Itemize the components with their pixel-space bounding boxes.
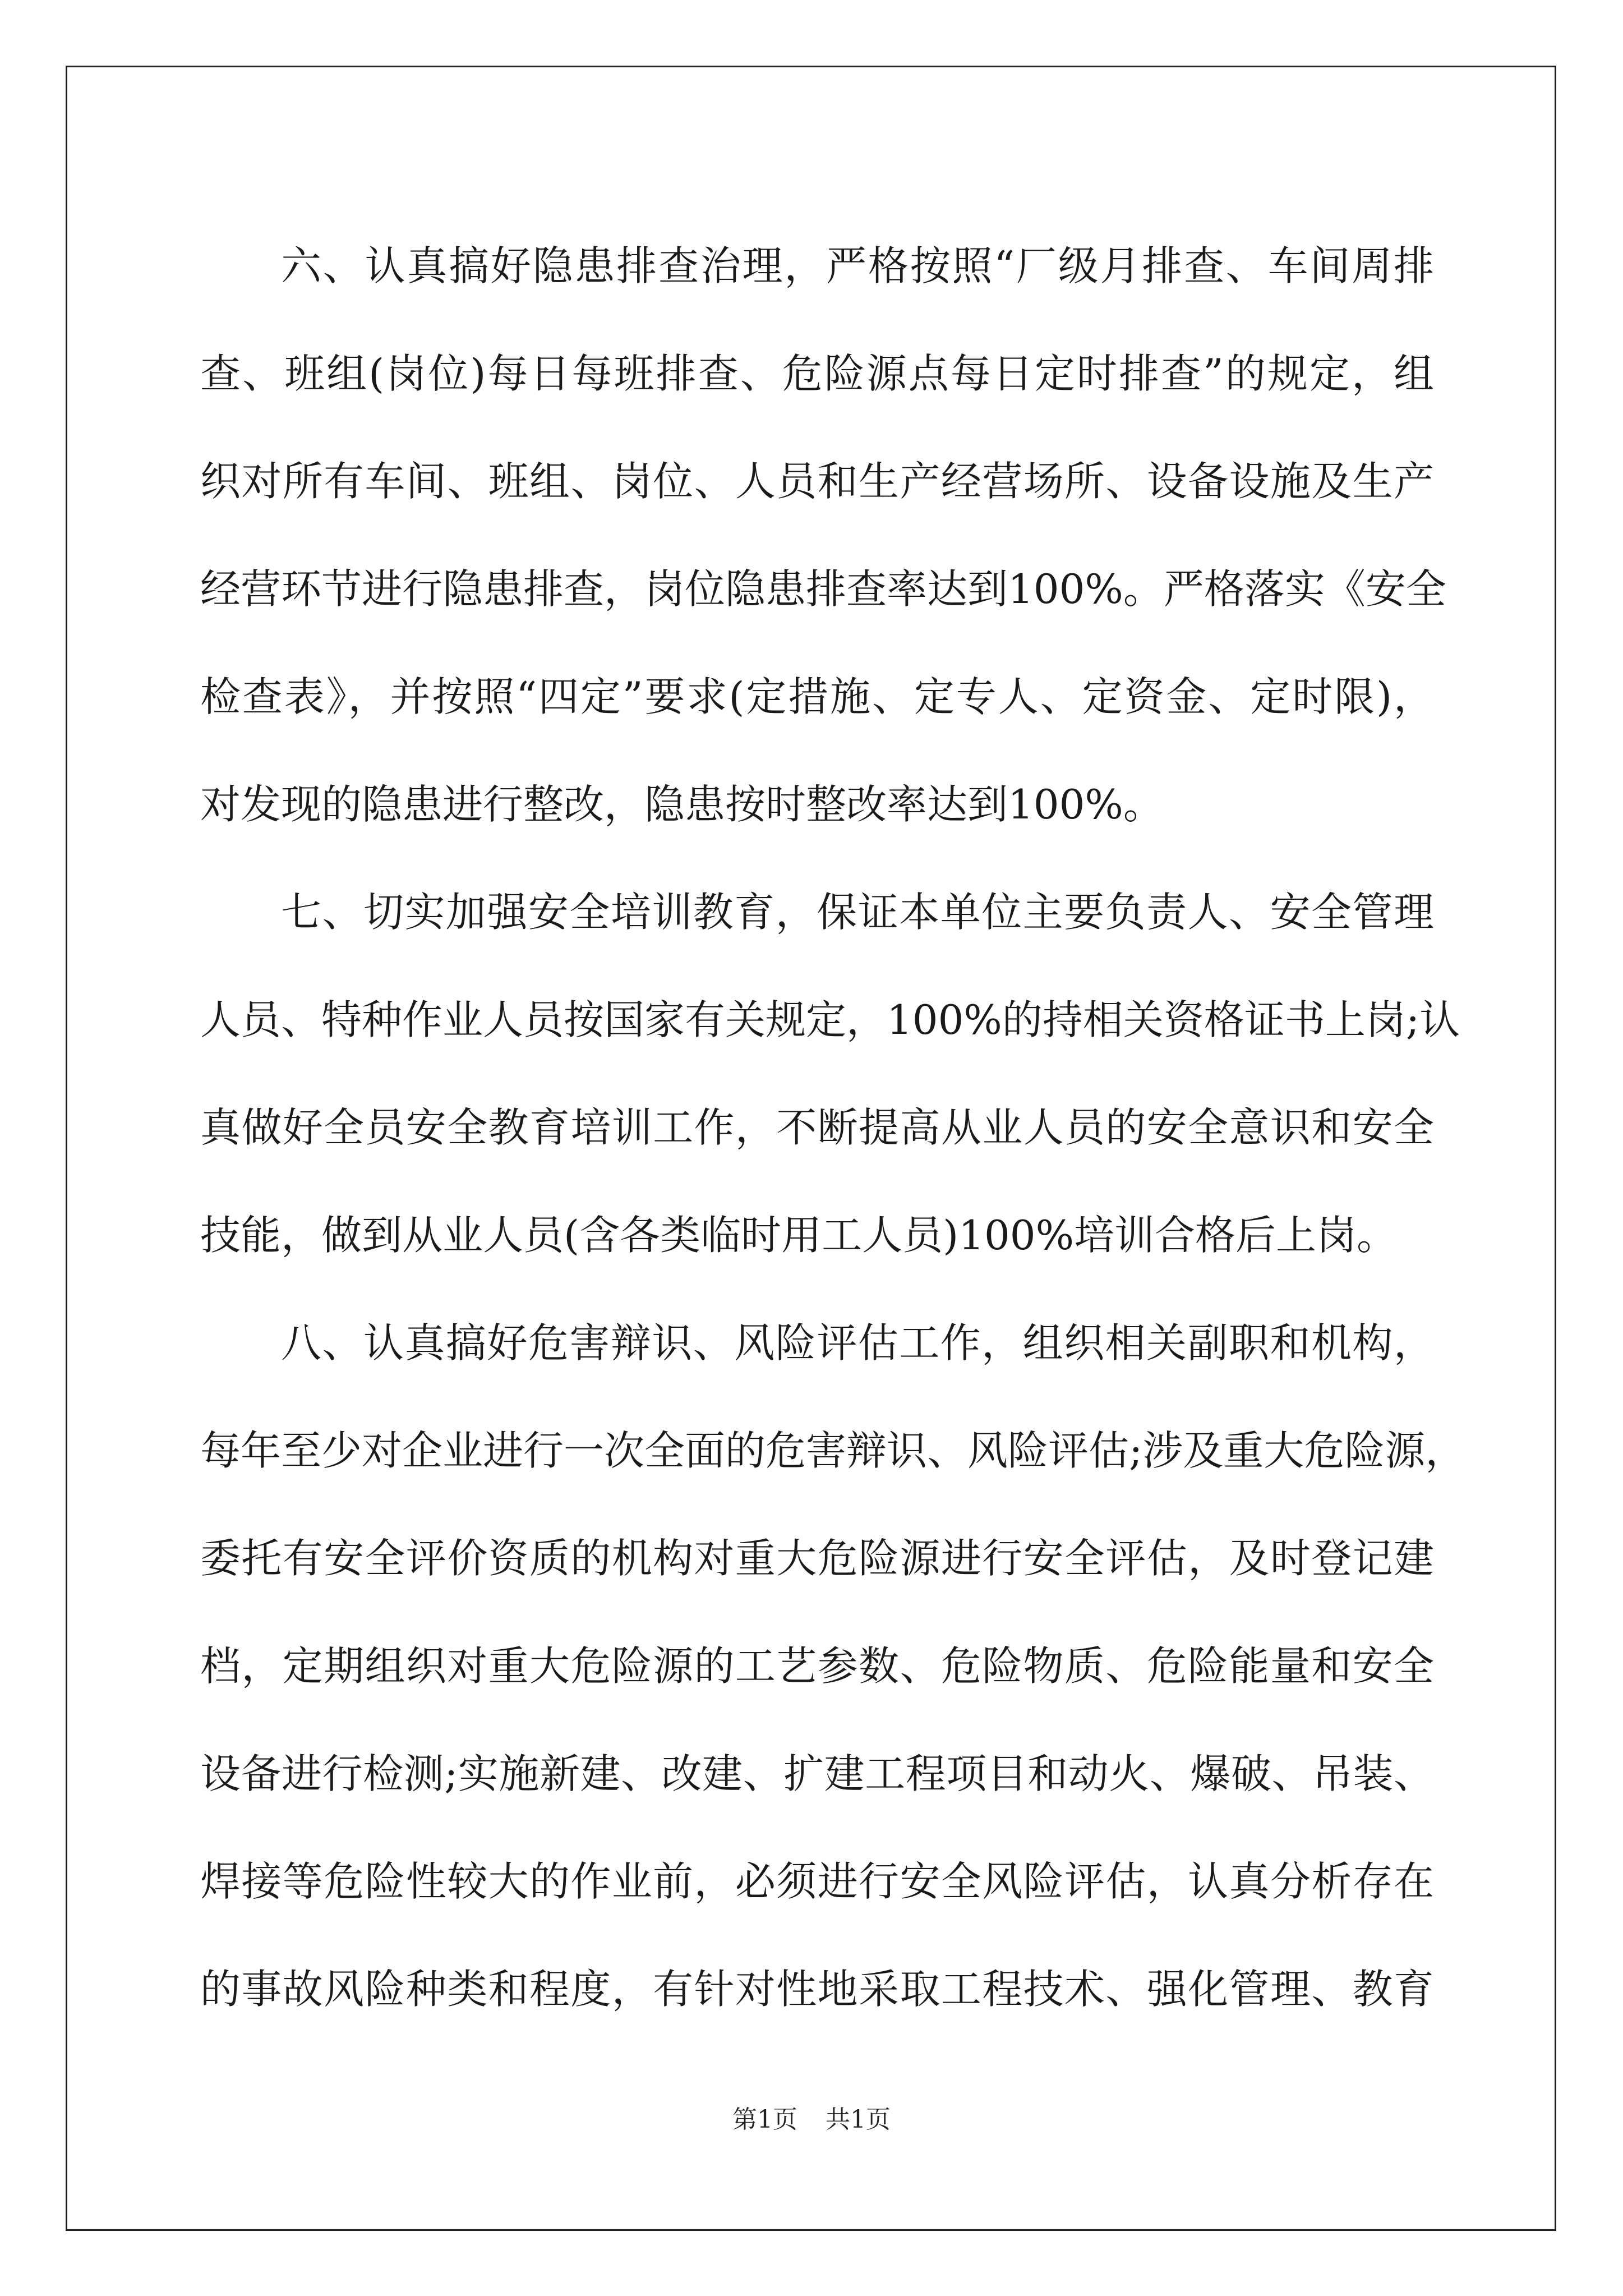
- paragraph-6-line-4: 经营环节进行隐患排查，岗位隐患排查率达到100%。严格落实《安全: [200, 565, 1446, 613]
- paragraph-8-line-5: 设备进行检测;实施新建、改建、扩建工程项目和动火、爆破、吊装、: [200, 1750, 1434, 1797]
- paragraph-6-line-1: 六、认真搞好隐患排查治理，严格按照“厂级月排查、车间周排: [281, 242, 1434, 289]
- paragraph-7-line-4: 技能，做到从业人员(含各类临时用工人员)100%培训合格后上岗。: [200, 1212, 1398, 1259]
- page-number-total: 共1页: [826, 2105, 891, 2134]
- paragraph-6-line-5: 检查表》，并按照“四定”要求(定措施、定专人、定资金、定时限)，: [200, 673, 1434, 720]
- paragraph-8-line-6: 焊接等危险性较大的作业前，必须进行安全风险评估，认真分析存在: [200, 1858, 1434, 1905]
- paragraph-8-line-3: 委托有安全评价资质的机构对重大危险源进行安全评估，及时登记建: [200, 1535, 1434, 1582]
- page-footer: [0, 2099, 1623, 2135]
- paragraph-8-line-4: 档，定期组织对重大危险源的工艺参数、危险物质、危险能量和安全: [200, 1642, 1434, 1690]
- paragraph-8-line-1: 八、认真搞好危害辩识、风险评估工作，组织相关副职和机构，: [281, 1319, 1434, 1366]
- paragraph-6-line-2: 查、班组(岗位)每日每班排查、危险源点每日定时排查”的规定，组: [200, 350, 1434, 397]
- paragraph-8-line-7: 的事故风险种类和程度，有针对性地采取工程技术、强化管理、教育: [200, 1966, 1434, 2013]
- paragraph-7-line-3: 真做好全员安全教育培训工作，不断提高从业人员的安全意识和安全: [200, 1104, 1434, 1151]
- paragraph-6-line-3: 织对所有车间、班组、岗位、人员和生产经营场所、设备设施及生产: [200, 458, 1434, 505]
- document-body: [200, 212, 1466, 2043]
- paragraph-7-line-2: 人员、特种作业人员按国家有关规定，100%的持相关资格证书上岗;认: [200, 996, 1460, 1043]
- paragraph-7-line-1: 七、切实加强安全培训教育，保证本单位主要负责人、安全管理: [281, 889, 1434, 936]
- paragraph-6-line-6: 对发现的隐患进行整改，隐患按时整改率达到100%。: [200, 781, 1164, 828]
- page-number-current: 第1页: [732, 2105, 797, 2134]
- paragraph-8-line-2: 每年至少对企业进行一次全面的危害辩识、风险评估;涉及重大危险源，: [200, 1427, 1466, 1474]
